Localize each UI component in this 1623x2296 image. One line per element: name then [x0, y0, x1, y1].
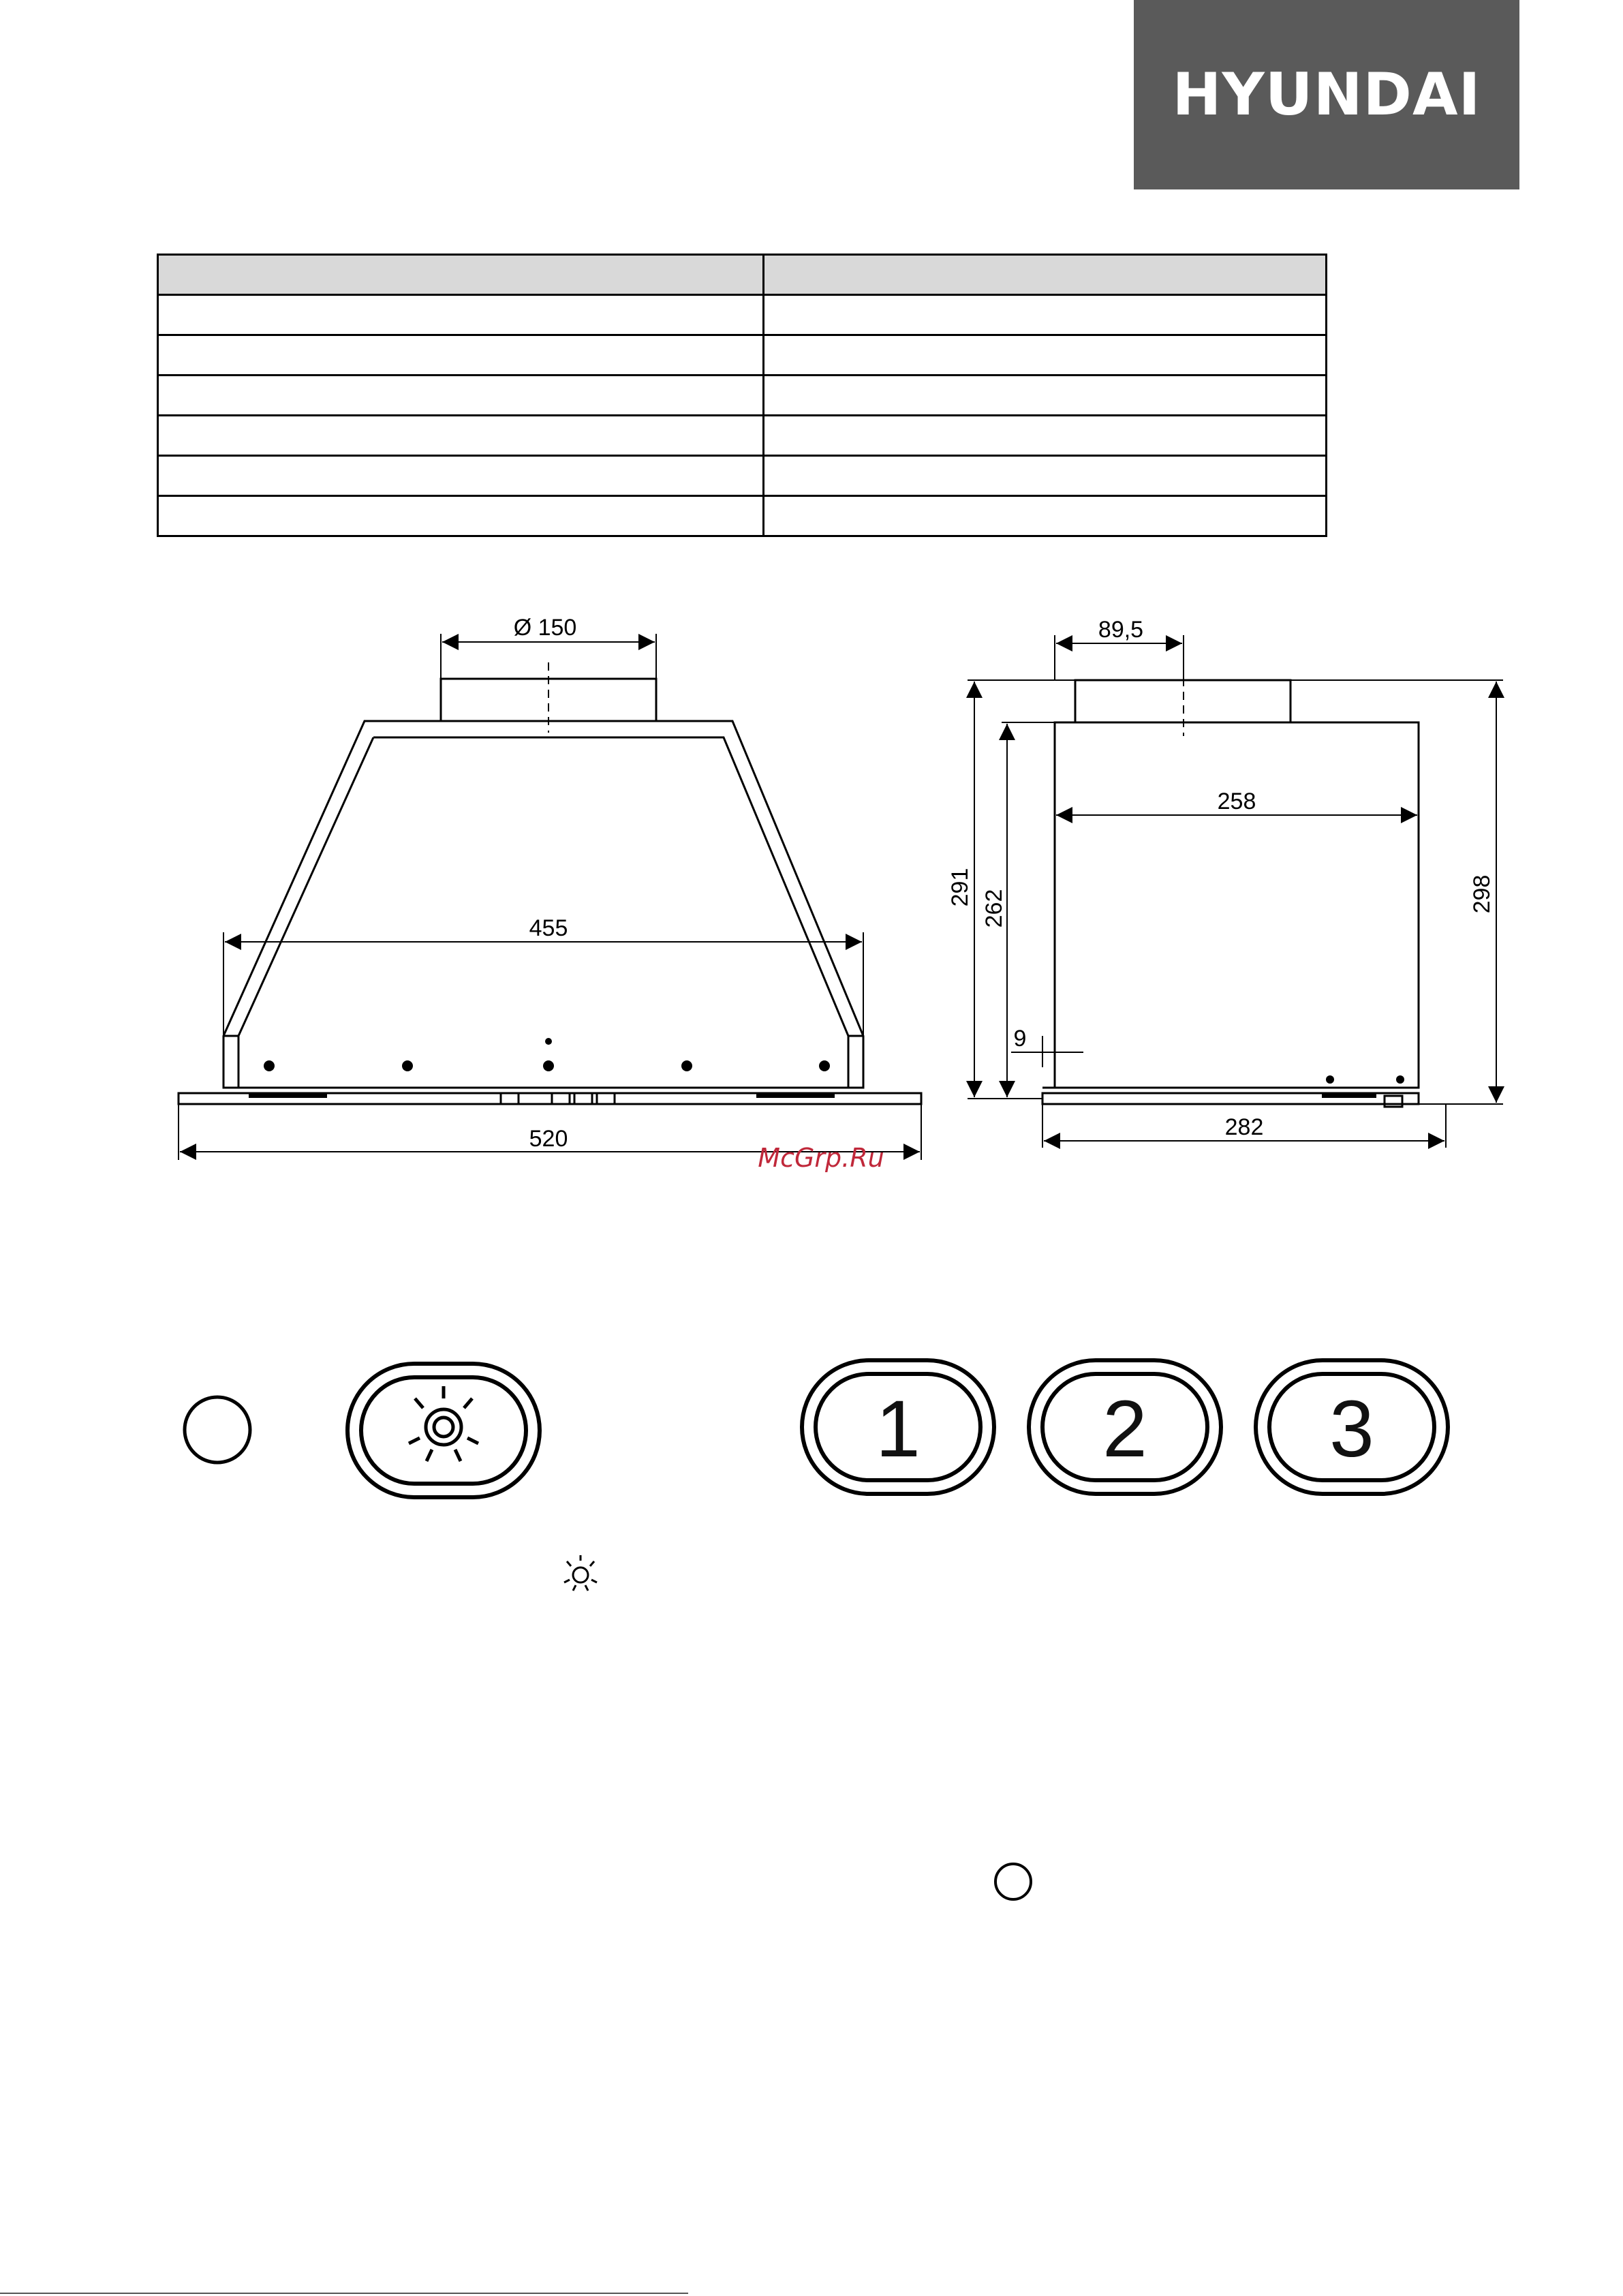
dim-total-depth: 282 — [1224, 1114, 1264, 1140]
speed-1-label: 1 — [876, 1384, 921, 1474]
dim-height-298: 298 — [1469, 874, 1495, 914]
hood-inner-edge — [238, 737, 373, 1088]
dim-body-depth: 258 — [1217, 789, 1256, 814]
speed-2-button[interactable] — [1029, 1360, 1221, 1494]
logo-text: HYUNDAI — [1172, 61, 1481, 129]
dim-duct-offset: 89,5 — [1098, 617, 1144, 643]
duct-outlet — [441, 679, 656, 721]
light-sun-icon — [409, 1386, 478, 1461]
hood-body — [223, 721, 863, 1088]
light-button[interactable] — [347, 1364, 540, 1497]
duct-outlet-side — [1075, 680, 1290, 722]
hood-inner-edge — [373, 737, 848, 1088]
dim-height-291: 291 — [947, 868, 973, 907]
light-sun-icon — [564, 1555, 597, 1591]
watermark: McGrp.Ru — [758, 1143, 884, 1173]
dim-total-width: 520 — [529, 1126, 568, 1152]
front-view — [179, 634, 921, 1160]
speed-3-label: 3 — [1329, 1384, 1374, 1474]
speed-2-label: 2 — [1102, 1384, 1147, 1474]
side-view — [968, 635, 1503, 1148]
speed-1-button[interactable] — [802, 1360, 994, 1494]
speed-3-button[interactable] — [1256, 1360, 1448, 1494]
dim-duct-diameter: Ø 150 — [513, 615, 577, 641]
circle-indicator-icon — [185, 1397, 250, 1463]
dim-height-262: 262 — [981, 889, 1007, 928]
circle-indicator-icon — [995, 1864, 1031, 1899]
dim-inner-width: 455 — [529, 915, 568, 941]
dim-offset-9: 9 — [1013, 1026, 1027, 1052]
side-body — [1055, 722, 1419, 1088]
